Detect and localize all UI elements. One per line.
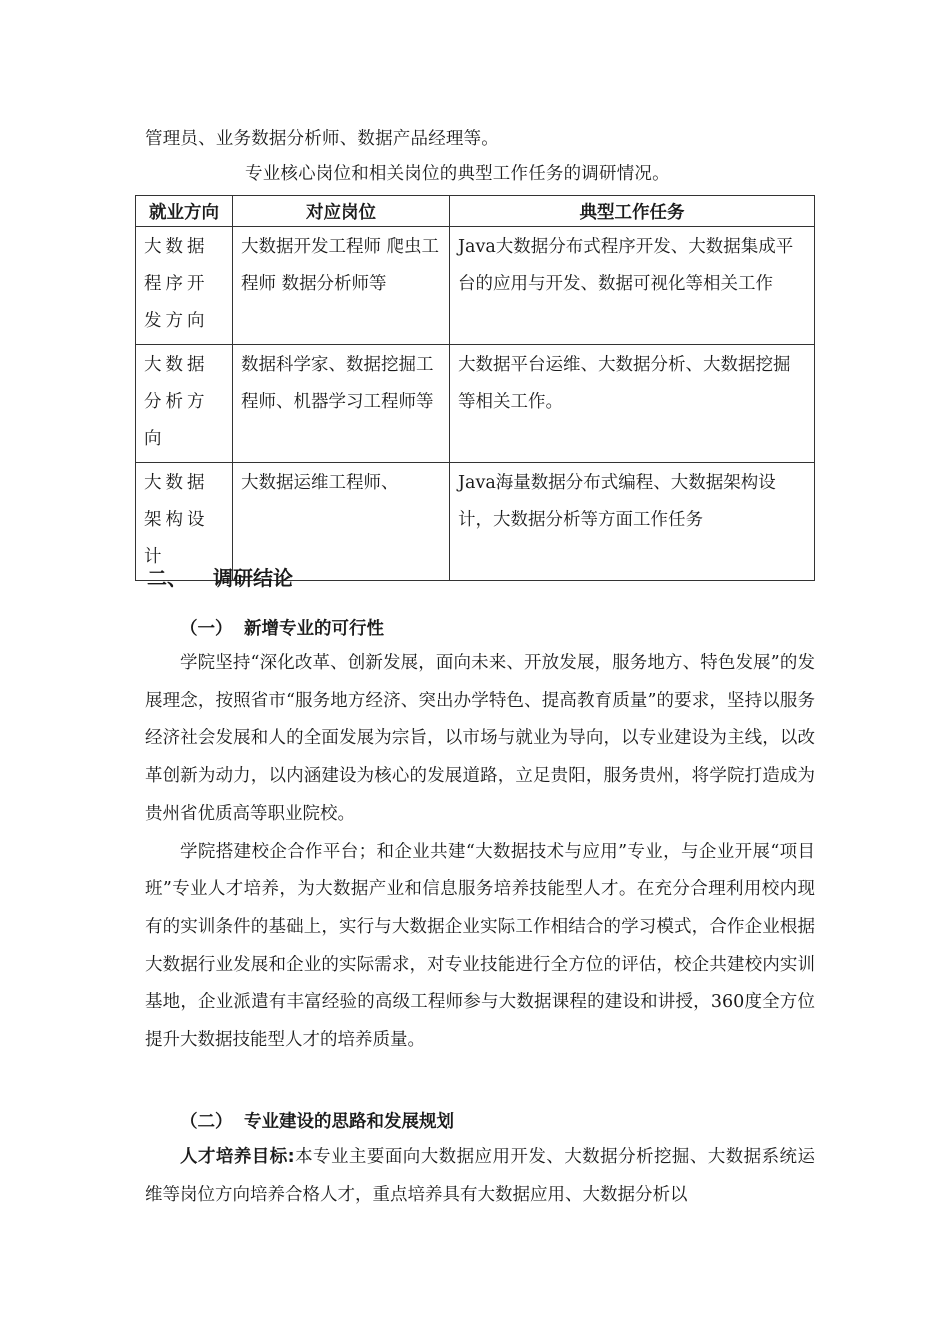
body-paragraph: 学院坚持“深化改革、创新发展，面向未来、开放发展，服务地方、特色发展”的发展理念，按照省市“服务地方经济、突出办学特色、提高教育质量”的要求，坚持以服务经济社会发展和人的全面发展为宗旨，以市场与就业为导向，以专业建设为主线，以改革创新为动力，以内涵建设为核心的发展道路，立足贵阳，服务贵州，将学院打造成为贵州省优质高等职业院校。 bbox=[145, 653, 815, 824]
job-survey-table bbox=[135, 195, 815, 581]
subsection-title: 新增专业的可行性 bbox=[244, 619, 384, 639]
table-cell-position: 大数据开发工程师 爬虫工程师 数据分析师等 bbox=[233, 227, 450, 345]
lead-text: 本专业主要面向大数据应用开发、大数据分析挖掘、大数据系统运维等岗位方向培养合格人才，重点培养具有大数据应用、大数据分析以 bbox=[145, 1147, 815, 1205]
section-number: 二、 bbox=[147, 566, 187, 590]
section-title: 调研结论 bbox=[213, 566, 293, 590]
subsection-heading bbox=[180, 1108, 454, 1133]
table-cell-position: 大数据运维工程师、 bbox=[233, 463, 450, 581]
table-cell-direction: 大数据程序开发方向 bbox=[136, 227, 233, 345]
planning-body bbox=[145, 1139, 815, 1214]
section-heading bbox=[147, 562, 293, 591]
body-paragraph bbox=[145, 1139, 815, 1214]
table-cell-tasks: Java海量数据分布式编程、大数据架构设计，大数据分析等方面工作任务 bbox=[450, 463, 815, 581]
feasibility-body bbox=[145, 645, 815, 1060]
lead-label: 人才培养目标: bbox=[180, 1147, 295, 1167]
table-cell-direction: 大数据分析方向 bbox=[136, 345, 233, 463]
table-row bbox=[136, 227, 815, 345]
table-caption: 专业核心岗位和相关岗位的典型工作任务的调研情况。 bbox=[245, 164, 670, 184]
table-cell-direction: 大数据架构设计 bbox=[136, 463, 233, 581]
table-header-position: 对应岗位 bbox=[233, 196, 450, 227]
table-header-row bbox=[136, 196, 815, 227]
table-header-tasks: 典型工作任务 bbox=[450, 196, 815, 227]
table-row bbox=[136, 345, 815, 463]
subsection-title: 专业建设的思路和发展规划 bbox=[244, 1112, 454, 1132]
subsection-number: （二） bbox=[180, 1112, 233, 1132]
table-cell-position: 数据科学家、数据挖掘工程师、机器学习工程师等 bbox=[233, 345, 450, 463]
body-paragraph: 学院搭建校企合作平台；和企业共建“大数据技术与应用”专业，与企业开展“项目班”专业人才培养，为大数据产业和信息服务培养技能型人才。在充分合理利用校内现有的实训条件的基础上，实行与大数据企业实际工作相结合的学习模式，合作企业根据大数据行业发展和企业的实际需求，对专业技能进行全方位的评估，校企共建校内实训基地，企业派遣有丰富经验的高级工程师参与大数据课程的建设和讲授，360度全方位提升大数据技能型人才的培养质量。 bbox=[145, 841, 815, 1051]
table-cell-tasks: 大数据平台运维、大数据分析、大数据挖掘等相关工作。 bbox=[450, 345, 815, 463]
subsection-number: （一） bbox=[180, 619, 233, 639]
subsection-heading bbox=[180, 615, 384, 640]
table-cell-tasks: Java大数据分布式程序开发、大数据集成平台的应用与开发、数据可视化等相关工作 bbox=[450, 227, 815, 345]
intro-line: 管理员、业务数据分析师、数据产品经理等。 bbox=[145, 129, 499, 149]
table-header-direction: 就业方向 bbox=[136, 196, 233, 227]
